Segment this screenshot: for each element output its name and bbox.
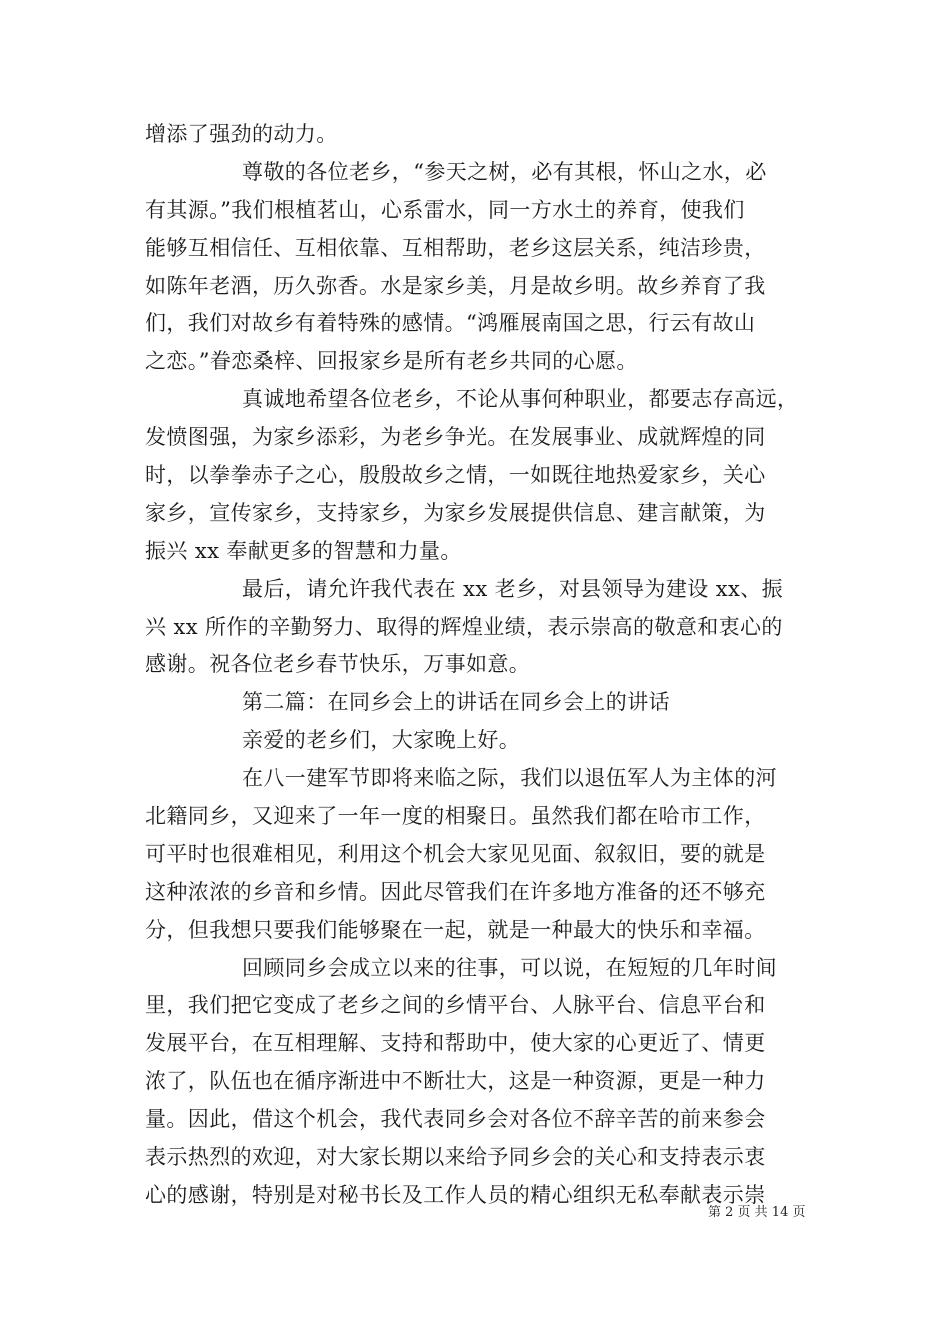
text-line: 心的感谢，特别是对秘书长及工作人员的精心组织无私奉献表示崇: [145, 1182, 766, 1207]
text-line: 这种浓浓的乡音和乡情。因此尽管我们在许多地方准备的还不够充: [145, 879, 766, 904]
text-line: 北籍同乡，又迎来了一年一度的相聚日。虽然我们都在哈市工作，: [145, 804, 766, 829]
text-line: 可平时也很难相见，利用这个机会大家见见面、叙叙旧，要的就是: [145, 841, 766, 866]
text-line: 表示热烈的欢迎，对大家长期以来给予同乡会的关心和支持表示衷: [145, 1145, 766, 1170]
text-line: 如陈年老酒，历久弥香。水是家乡美，月是故乡明。故乡养育了我: [145, 273, 766, 298]
page-number-footer: 第 2 页 共 14 页: [708, 1205, 806, 1220]
document-body: [145, 116, 825, 1215]
text-line: 能够互相信任、互相依靠、互相帮助，老乡这层关系，纯洁珍贵，: [145, 235, 766, 260]
text-line: 家乡，宣传家乡，支持家乡，为家乡发展提供信息、建言献策，为: [145, 500, 766, 525]
text-line: 浓了，队伍也在循序渐进中不断壮大，这是一种资源，更是一种力: [145, 1069, 766, 1094]
salutation-line: 亲爱的老乡们，大家晚上好。: [242, 728, 521, 753]
text-line: 兴 xx 所作的辛勤努力、取得的辉煌业绩，表示崇高的敬意和衷心的: [145, 614, 783, 639]
text-line: 感谢。祝各位老乡春节快乐，万事如意。: [145, 652, 531, 677]
text-line: 分，但我想只要我们能够聚在一起，就是一种最大的快乐和幸福。: [145, 917, 766, 942]
paragraph-start-line: 最后，请允许我代表在 xx 老乡，对县领导为建设 xx、振: [242, 576, 783, 601]
text-line: 发愤图强，为家乡添彩，为老乡争光。在发展事业、成就辉煌的同: [145, 425, 766, 450]
paragraph-start-line: 真诚地希望各位老乡，不论从事何种职业，都要志存高远，: [242, 387, 799, 412]
text-line: 们，我们对故乡有着特殊的感情。“鸿雁展南国之思，行云有故山: [145, 311, 756, 336]
text-line: 增添了强劲的动力。: [145, 122, 338, 146]
text-line: 里，我们把它变成了老乡之间的乡情平台、人脉平台、信息平台和: [145, 993, 766, 1018]
text-line: 有其源。”我们根植茗山，心系雷水，同一方水土的养育，使我们: [145, 197, 745, 222]
text-line: 时，以拳拳赤子之心，殷殷故乡之情，一如既往地热爱家乡，关心: [145, 463, 766, 488]
section-heading: 第二篇：在同乡会上的讲话在同乡会上的讲话: [242, 690, 670, 715]
paragraph-start-line: 在八一建军节即将来临之际，我们以退伍军人为主体的河: [242, 766, 777, 791]
text-line: 振兴 xx 奉献更多的智慧和力量。: [145, 538, 462, 563]
text-line: 发展平台，在互相理解、支持和帮助中，使大家的心更近了、情更: [145, 1031, 766, 1056]
paragraph-start-line: 回顾同乡会成立以来的往事，可以说，在短短的几年时间: [242, 955, 777, 980]
text-line: 之恋。”眷恋桑梓、回报家乡是所有老乡共同的心愿。: [145, 349, 638, 374]
paragraph-start-line: 尊敬的各位老乡，“参天之树，必有其根，怀山之水，必: [242, 159, 767, 184]
text-line: 量。因此，借这个机会，我代表同乡会对各位不辞辛苦的前来参会: [145, 1107, 766, 1132]
